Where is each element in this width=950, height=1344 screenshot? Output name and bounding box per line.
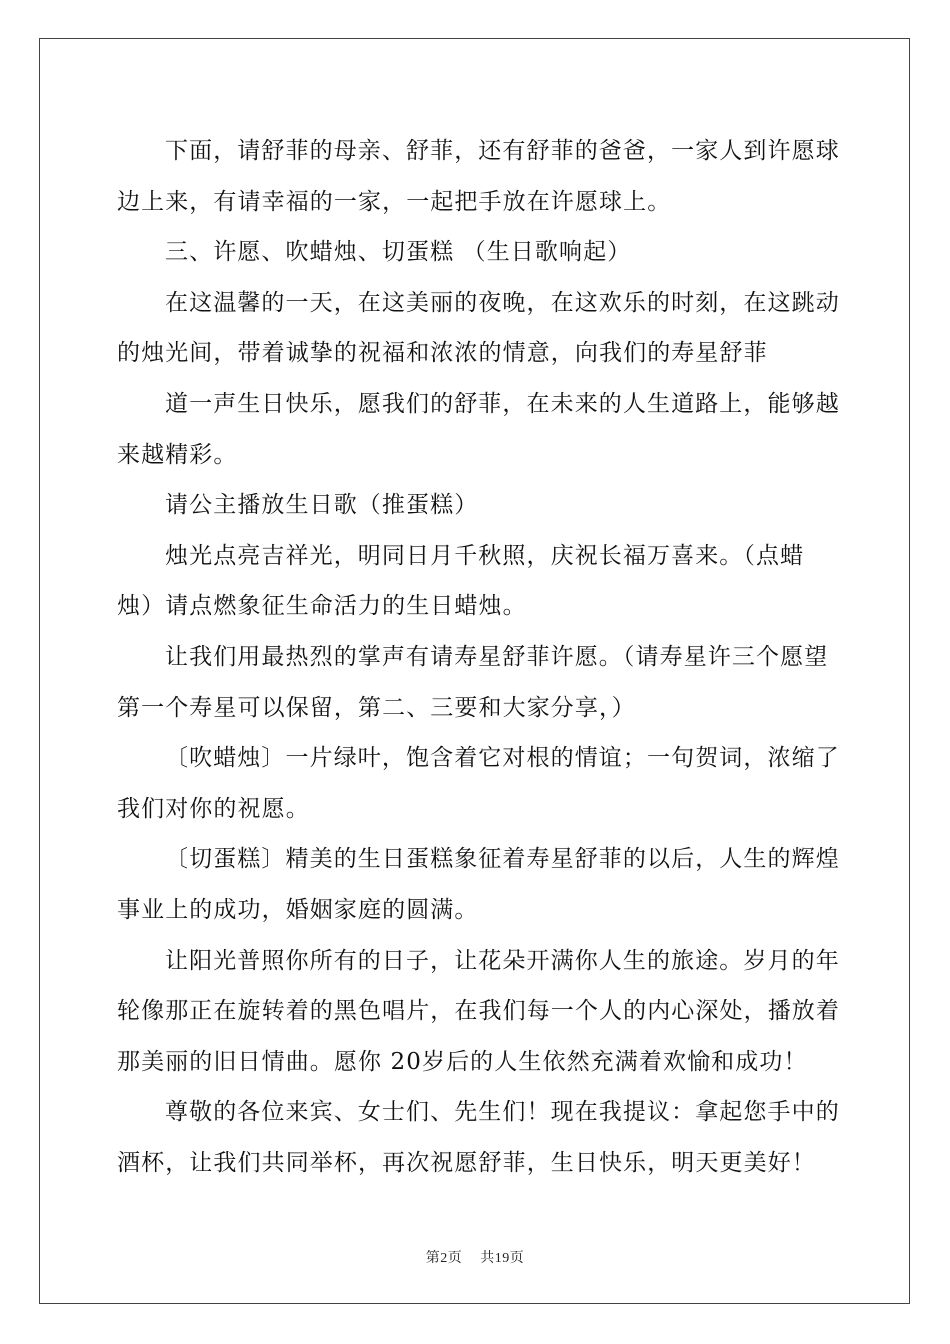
text-line: 第一个寿星可以保留，第二、三要和大家分享，） (117, 694, 636, 721)
text-line: 〔吹蜡烛〕一片绿叶，饱含着它对根的情谊；一句贺词，浓缩了 (165, 745, 840, 772)
text-line: 的烛光间，带着诚挚的祝福和浓浓的情意，向我们的寿星舒菲 (117, 340, 768, 367)
text-line: 边上来，有请幸福的一家，一起把手放在许愿球上。 (117, 188, 672, 215)
text-line: 酒杯，让我们共同举杯，再次祝愿舒菲，生日快乐，明天更美好！ (117, 1149, 816, 1176)
page-number: 第2页 (425, 1251, 463, 1266)
text-line: 那美丽的旧日情曲。愿你 20岁后的人生依然充满着欢愉和成功！ (117, 1048, 808, 1075)
text-line: 我们对你的祝愿。 (117, 795, 310, 822)
text-line: 让阳光普照你所有的日子，让花朵开满你人生的旅途。岁月的年 (165, 947, 840, 974)
document-body (117, 126, 840, 1188)
text-line: 请公主播放生日歌（推蛋糕） (165, 492, 479, 519)
text-line: 事业上的成功，婚姻家庭的圆满。 (117, 896, 479, 923)
text-line: 下面，请舒菲的母亲、舒菲，还有舒菲的爸爸，一家人到许愿球 (165, 138, 840, 164)
text-line: 烛光点亮吉祥光，明同日月千秋照，庆祝长福万喜来。（点蜡 (165, 542, 805, 569)
text-line: 让我们用最热烈的掌声有请寿星舒菲许愿。（请寿星许三个愿望 (165, 643, 829, 670)
text-line: 在这温馨的一天，在这美丽的夜晚，在这欢乐的时刻，在这跳动 (165, 289, 840, 316)
text-line: 烛）请点燃象征生命活力的生日蜡烛。 (117, 593, 527, 620)
section-heading: 三、许愿、吹蜡烛、切蛋糕 （生日歌响起） (165, 239, 632, 266)
text-line: 〔切蛋糕〕精美的生日蛋糕象征着寿星舒菲的以后，人生的辉煌 (165, 846, 840, 873)
text-line: 来越精彩。 (117, 441, 238, 468)
page-footer (0, 1247, 950, 1267)
page-total: 共19页 (480, 1251, 525, 1266)
text-line: 尊敬的各位来宾、女士们、先生们！现在我提议：拿起您手中的 (165, 1099, 840, 1126)
text-line: 道一声生日快乐，愿我们的舒菲，在未来的人生道路上，能够越 (165, 390, 840, 417)
text-line: 轮像那正在旋转着的黑色唱片，在我们每一个人的内心深处，播放着 (117, 998, 840, 1025)
